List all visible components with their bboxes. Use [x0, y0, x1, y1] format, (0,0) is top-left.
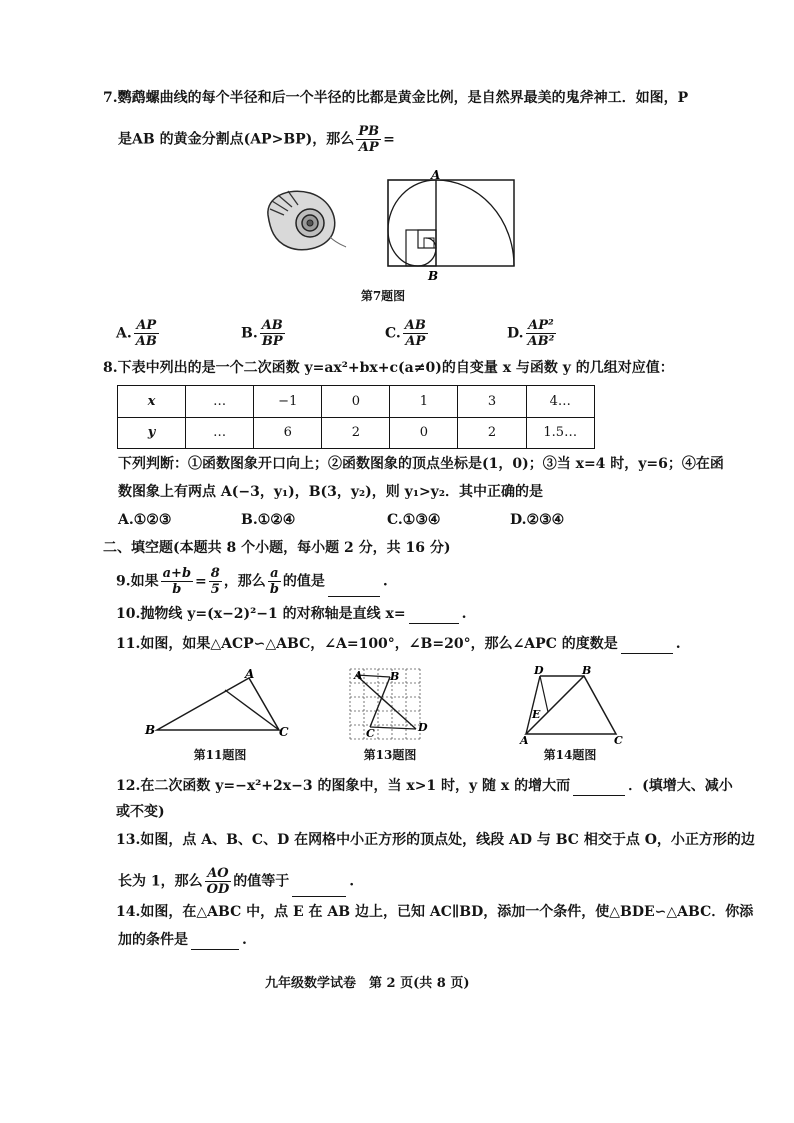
q7-golden-spiral-figure	[386, 168, 516, 283]
q7-option-b[interactable]: B. $\frac{AB}{BP}$	[241, 318, 283, 349]
table-cell: …	[186, 386, 254, 418]
fig11-label-A: A	[245, 667, 255, 681]
page-footer: 九年级数学试卷 第 2 页(共 8 页)	[265, 976, 470, 991]
q14-caption: 第14题图	[543, 748, 597, 762]
fig13-label-B: B	[390, 670, 400, 683]
table-row-x	[118, 386, 595, 418]
q14-line1: 14.如图，在△ABC 中，点 E 在 AB 边上，已知 AC∥BD，添加一个条件，使△BDE∽△ABC．你添	[116, 904, 754, 920]
q11-line: 11.如图，如果△ACP∽△ABC，∠A=100°，∠B=20°，那么∠APC 的度数是 .	[116, 636, 681, 652]
q13-grid-figure	[346, 665, 432, 743]
table-cell: 1.5…	[526, 417, 594, 449]
q8-option-b[interactable]: B.①②④	[241, 512, 296, 528]
table-cell: 0	[390, 417, 458, 449]
q13-line1: 13.如图，点 A、B、C、D 在网格中小正方形的顶点处，线段 AD 与 BC 相交于点 O，小正方形的边	[116, 832, 755, 848]
q14-triangle-figure	[518, 664, 628, 746]
q13-caption: 第13题图	[363, 748, 417, 762]
q7-line1: 7.鹦鹉螺曲线的每个半径和后一个半径的比都是黄金比例，是自然界最美的鬼斧神工．如图，P	[103, 90, 689, 106]
table-cell: y	[118, 417, 186, 449]
table-cell: 4…	[526, 386, 594, 418]
q8-judge-line1: 下列判断：①函数图象开口向上；②函数图象的顶点坐标是(1，0)；③当 x=4 时，y=6；④在函	[118, 456, 724, 472]
fig7-label-A: A	[431, 168, 441, 182]
q7-option-c[interactable]: C. $\frac{AB}{AP}$	[385, 318, 426, 349]
fig14-label-C: C	[614, 734, 623, 747]
q11-triangle-figure	[145, 668, 295, 743]
fig14-label-A: A	[520, 734, 529, 747]
table-cell: 2	[322, 417, 390, 449]
q12-line2: 或不变)	[116, 804, 165, 820]
q9-line: 9.如果 $\frac{a+b}{b}$ = $\frac{8}{5}$ ，那么 $\frac{a}{b}$ 的值是 .	[116, 566, 388, 597]
table-cell: 1	[390, 386, 458, 418]
q12-answer-blank[interactable]	[573, 779, 625, 796]
q14-line2: 加的条件是 .	[118, 932, 247, 948]
table-cell: 0	[322, 386, 390, 418]
q8-option-a[interactable]: A.①②③	[118, 512, 172, 528]
q8-intro: 8.下表中列出的是一个二次函数 y=ax²+bx+c(a≠0)的自变量 x 与函数 y 的几组对应值：	[103, 360, 674, 376]
fig11-label-C: C	[279, 725, 289, 739]
table-cell: 6	[254, 417, 322, 449]
fig14-label-B: B	[582, 664, 592, 677]
q7-fraction: $\frac{PB}{AP}$	[358, 124, 380, 155]
fig13-label-D: D	[418, 721, 428, 734]
q8-option-c[interactable]: C.①③④	[387, 512, 441, 528]
q13-answer-blank[interactable]	[292, 880, 346, 897]
table-cell: x	[118, 386, 186, 418]
fig11-label-B: B	[145, 723, 156, 737]
table-cell: 2	[458, 417, 526, 449]
q11-caption: 第11题图	[193, 748, 247, 762]
q12-line1: 12.在二次函数 y=−x²+2x−3 的图象中，当 x>1 时，y 随 x 的增大而 ．(填增大、减小	[116, 778, 733, 794]
table-cell: 3	[458, 386, 526, 418]
q14-answer-blank[interactable]	[191, 933, 239, 950]
q9-answer-blank[interactable]	[328, 580, 380, 597]
q10-line: 10.抛物线 y=(x−2)²−1 的对称轴是直线 x= .	[116, 606, 467, 622]
q7-line2-pre: 是AB 的黄金分割点(AP>BP)，那么	[118, 131, 355, 148]
q10-answer-blank[interactable]	[409, 607, 459, 624]
q8-option-d[interactable]: D.②③④	[510, 512, 565, 528]
q7-line2: 是AB 的黄金分割点(AP>BP)，那么 $\frac{PB}{AP}$ =	[118, 124, 395, 155]
nautilus-shell-image	[258, 185, 348, 257]
table-row-y	[118, 417, 595, 449]
q7-option-d[interactable]: D. $\frac{\text{AP²}}{\text{AB²}}$	[507, 318, 555, 349]
fig13-label-A: A	[354, 669, 363, 682]
q8-judge-line2: 数图象上有两点 A(−3，y₁)，B(3，y₂)，则 y₁>y₂．其中正确的是	[118, 484, 543, 500]
fig14-label-E: E	[532, 708, 541, 721]
q7-caption: 第7题图	[360, 289, 406, 303]
fig13-label-C: C	[366, 727, 375, 740]
table-cell: −1	[254, 386, 322, 418]
table-cell: …	[186, 417, 254, 449]
fig7-label-B: B	[428, 269, 439, 283]
q8-value-table	[117, 385, 595, 449]
section-2-title: 二、填空题(本题共 8 个小题，每小题 2 分，共 16 分)	[103, 540, 451, 556]
fig14-label-D: D	[534, 664, 544, 677]
q11-answer-blank[interactable]	[621, 637, 673, 654]
q7-option-a[interactable]: A. $\frac{AP}{AB}$	[116, 318, 157, 349]
q13-line2: 长为 1，那么 $\frac{AO}{OD}$ 的值等于 .	[118, 866, 355, 897]
